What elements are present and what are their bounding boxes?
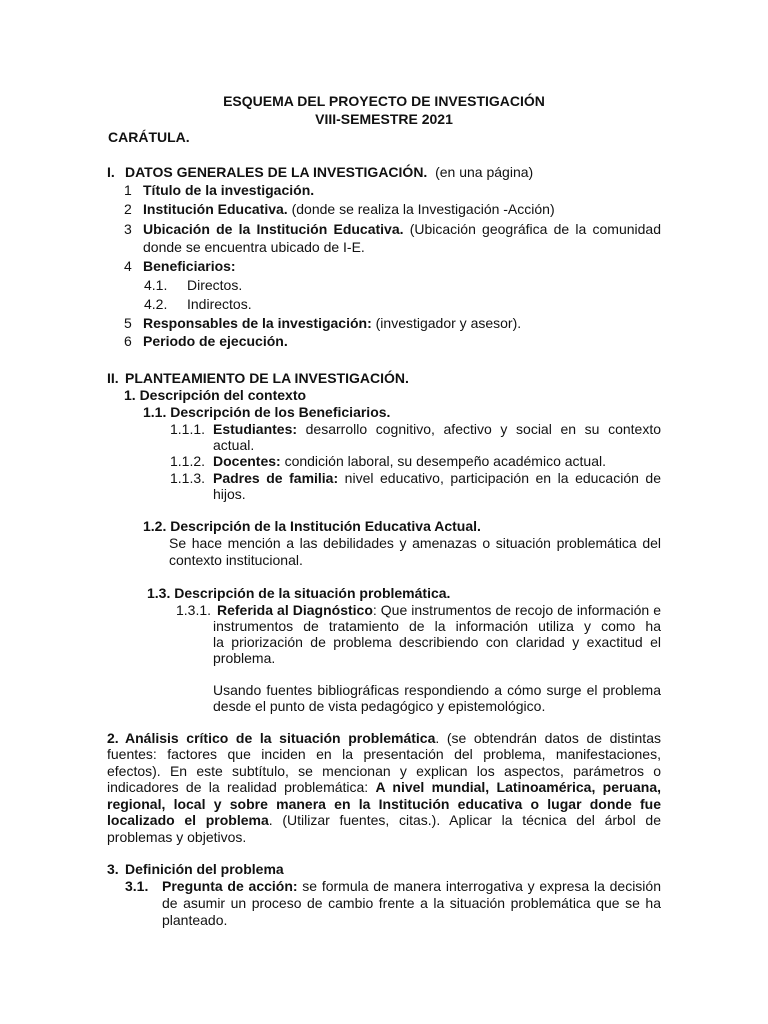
section-1-heading-line <box>125 164 533 181</box>
bullet-padres: Padres de familia: nivel educativo, participación en la educación de <box>213 470 661 486</box>
bullet-number: 1.1.1. <box>170 421 206 437</box>
item-beneficiarios: Beneficiarios: <box>143 258 236 274</box>
bullet-padres-cont: hijos. <box>213 486 246 502</box>
item-number: 5 <box>124 315 132 331</box>
item-ubicacion-cont: donde se encuentra ubicado de I-E. <box>143 239 365 255</box>
subsection-number: 3.1. <box>125 878 149 894</box>
item-number: 4 <box>124 258 132 274</box>
bullet-number: 1.1.3. <box>170 470 206 486</box>
pregunta-line-3: planteado. <box>162 912 228 928</box>
subsection-contexto: 1. Descripción del contexto <box>124 387 307 403</box>
item-responsables: Responsables de la investigación: (investigador y asesor). <box>143 315 522 331</box>
pregunta-line-2: de asumir un proceso de cambio frente a la situación problemática que se ha <box>162 895 661 911</box>
document-subtitle: VIII-SEMESTRE 2021 <box>315 111 453 127</box>
analisis-line-3: efectos). En este subtítulo, se mencionan y explican los aspectos, parámetros o <box>107 763 661 779</box>
bullet-number: 1.3.1. <box>176 602 212 618</box>
section-1-heading: DATOS GENERALES DE LA INVESTIGACIÓN. <box>125 164 428 180</box>
bullet-estudiantes-cont: actual. <box>213 437 255 453</box>
institucion-desc-cont: contexto institucional. <box>169 552 303 568</box>
bullet-estudiantes: Estudiantes: desarrollo cognitivo, afectivo y social en su contexto <box>213 421 661 437</box>
section-definicion-heading: Definición del problema <box>125 861 284 877</box>
analisis-line-5: regional, local y sobre manera en la Institución educativa o lugar donde fue <box>107 796 661 812</box>
analisis-line-1: Análisis crítico de la situación problemática. (se obtendrán datos de distintas <box>125 730 661 746</box>
subitem-number: 4.2. <box>144 296 168 312</box>
section-1-number: I. <box>107 164 115 180</box>
bullet-number: 1.1.2. <box>170 453 206 469</box>
subsection-institucion: 1.2. Descripción de la Institución Educativa Actual. <box>143 518 481 534</box>
section-analisis-number: 2. <box>107 730 119 746</box>
item-institucion: Institución Educativa. (donde se realiza la Investigación -Acción) <box>143 201 555 217</box>
caratula-heading: CARÁTULA. <box>108 129 190 145</box>
subsection-beneficiarios: 1.1. Descripción de los Beneficiarios. <box>143 404 391 420</box>
item-number: 2 <box>124 201 132 217</box>
fuentes-line-2: desde el punto de vista pedagógico y epistemológico. <box>213 698 546 714</box>
document-title: ESQUEMA DEL PROYECTO DE INVESTIGACIÓN <box>223 93 545 109</box>
item-number: 3 <box>124 221 132 237</box>
fuentes-line-1: Usando fuentes bibliográficas respondiendo a cómo surge el problema <box>213 682 661 698</box>
item-title-investigacion: Título de la investigación. <box>143 182 315 198</box>
item-periodo: Periodo de ejecución. <box>143 333 288 349</box>
item-ubicacion: Ubicación de la Institución Educativa. (Ubicación geográfica de la comunidad <box>143 221 661 237</box>
section-1-note: (en una página) <box>435 164 534 180</box>
analisis-line-4: indicadores de la realidad problemática: A nivel mundial, Latinoamérica, peruana, <box>107 779 661 795</box>
diagnostico-line-3: la priorización de problema describiendo con claridad y exactitud el <box>213 634 661 650</box>
analisis-line-7: problemas y objetivos. <box>107 829 247 845</box>
subitem-indirectos: Indirectos. <box>187 296 252 312</box>
subsection-situacion: 1.3. Descripción de la situación problemática. <box>147 585 451 601</box>
analisis-line-6: localizado el problema. (Utilizar fuentes, citas.). Aplicar la técnica del árbol de <box>107 812 661 828</box>
section-definicion-number: 3. <box>107 861 119 877</box>
diagnostico-line-1: Referida al Diagnóstico: Que instrumentos de recojo de información e <box>217 602 661 618</box>
item-number: 6 <box>124 333 132 349</box>
subitem-directos: Directos. <box>187 277 243 293</box>
analisis-line-2: fuentes: factores que inciden en la presentación del problema, manifestaciones, <box>107 746 661 762</box>
section-2-heading: PLANTEAMIENTO DE LA INVESTIGACIÓN. <box>125 370 409 386</box>
subitem-number: 4.1. <box>144 277 168 293</box>
pregunta-line-1: Pregunta de acción: se formula de manera interrogativa y expresa la decisión <box>162 878 661 894</box>
section-2-number: II. <box>107 370 119 386</box>
diagnostico-line-2: instrumentos de tratamiento de la información utiliza y como ha <box>213 618 661 634</box>
bullet-docentes: Docentes: condición laboral, su desempeño académico actual. <box>213 453 606 469</box>
diagnostico-line-4: problema. <box>213 650 276 666</box>
item-number: 1 <box>124 182 132 198</box>
institucion-desc: Se hace mención a las debilidades y amenazas o situación problemática del <box>169 535 661 551</box>
